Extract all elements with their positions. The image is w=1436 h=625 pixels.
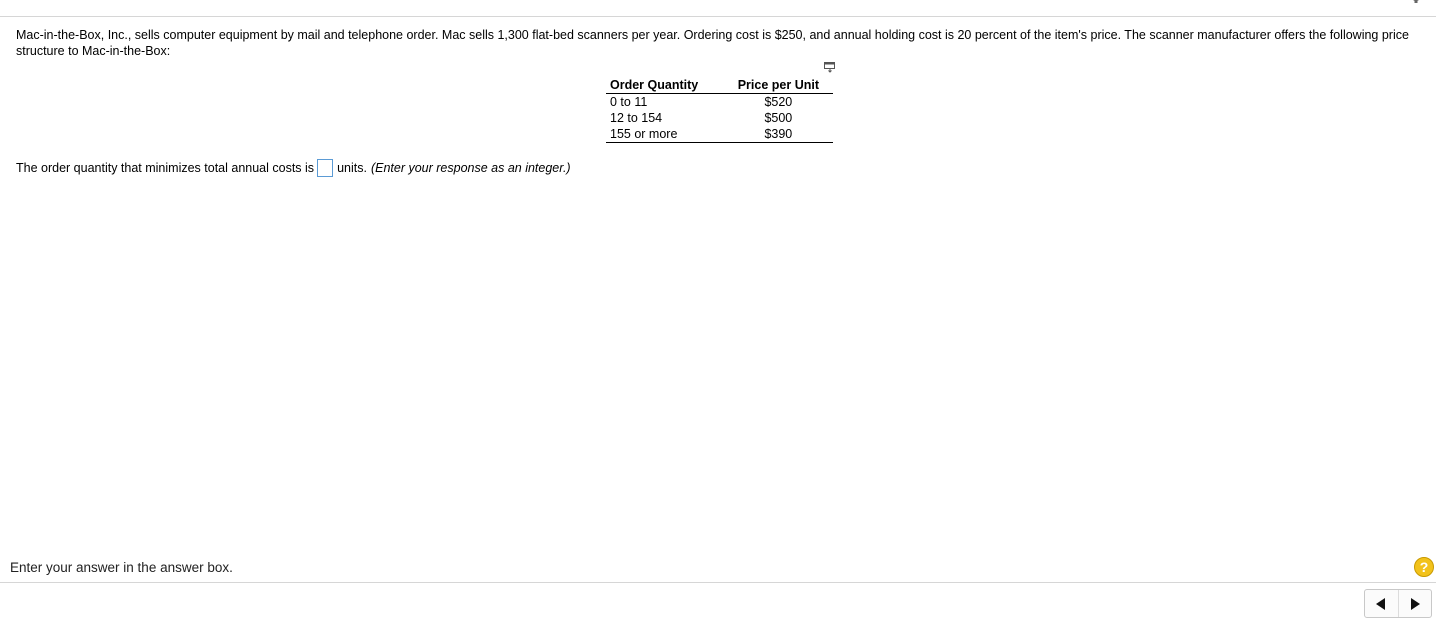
table-header-row	[606, 76, 833, 94]
gear-icon[interactable]	[1408, 0, 1424, 4]
price-cell: $390	[724, 126, 833, 143]
table-row	[606, 110, 833, 126]
previous-button[interactable]	[1365, 590, 1398, 617]
triangle-left-icon	[1376, 598, 1386, 610]
answer-line	[16, 158, 571, 178]
table-row	[606, 94, 833, 111]
popout-icon[interactable]	[824, 62, 836, 73]
price-table	[606, 76, 833, 143]
answer-prefix: The order quantity that minimizes total annual costs is	[16, 161, 315, 175]
next-button[interactable]	[1398, 590, 1432, 617]
quantity-cell: 0 to 11	[610, 95, 648, 109]
column-header-price: Price per Unit	[724, 76, 833, 94]
top-divider	[0, 16, 1436, 17]
quantity-cell: 12 to 154	[610, 111, 663, 125]
column-header-quantity: Order Quantity	[606, 76, 724, 94]
table-row	[606, 126, 833, 143]
triangle-right-icon	[1410, 598, 1420, 610]
navigation-controls	[1364, 589, 1432, 618]
help-icon[interactable]: ?	[1414, 557, 1434, 577]
price-cell: $500	[764, 111, 793, 125]
price-cell: $520	[764, 95, 793, 109]
instructions-text: Enter your answer in the answer box.	[10, 560, 233, 575]
answer-input[interactable]	[317, 159, 333, 177]
answer-suffix: units.	[337, 161, 367, 175]
answer-hint: (Enter your response as an integer.)	[370, 161, 571, 175]
quantity-cell: 155 or more	[606, 126, 724, 143]
bottom-divider	[0, 582, 1436, 583]
question-text: Mac-in-the-Box, Inc., sells computer equipment by mail and telephone order. Mac sells 1,300 flat-bed scanners per year. Ordering cost is $250, and annual holding cost is 20 percent of the item's price. The scanner manufacturer offers the following price structure to Mac-in-the-Box:	[16, 28, 1409, 58]
